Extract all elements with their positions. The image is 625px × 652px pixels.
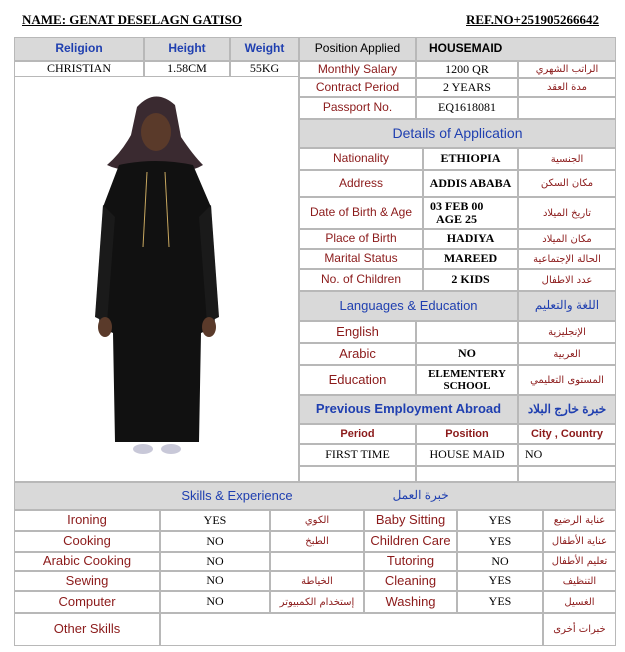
skill-tutoring-label: Tutoring bbox=[364, 552, 457, 571]
nationality-value: ETHIOPIA bbox=[423, 148, 518, 170]
employment-empty-cell bbox=[299, 466, 416, 482]
skill-children-care-value: YES bbox=[457, 531, 543, 552]
arabic-label: Arabic bbox=[299, 343, 416, 365]
position-applied-label: Position Applied bbox=[299, 37, 416, 61]
monthly-salary-label: Monthly Salary bbox=[299, 61, 416, 78]
employment-period-value: FIRST TIME bbox=[299, 444, 416, 466]
nationality-arabic: الجنسية bbox=[518, 148, 616, 170]
skill-arabic-cooking-value: NO bbox=[160, 552, 270, 571]
skills-section-header bbox=[14, 482, 616, 510]
address-value: ADDIS ABABA bbox=[423, 170, 518, 197]
skill-ironing-value: YES bbox=[160, 510, 270, 531]
monthly-salary-arabic: الراتب الشهري bbox=[518, 61, 616, 78]
position-applied-value: HOUSEMAID bbox=[416, 37, 616, 61]
weight-header: Weight bbox=[230, 37, 299, 61]
passport-arabic-empty bbox=[518, 97, 616, 119]
education-value-line2: SCHOOL bbox=[443, 380, 491, 392]
skill-arabic-cooking-label: Arabic Cooking bbox=[14, 552, 160, 571]
skill-arabic-cooking-arabic bbox=[270, 552, 364, 571]
skill-washing-label: Washing bbox=[364, 591, 457, 613]
age-value: AGE 25 bbox=[436, 212, 478, 226]
skills-section-title: Skills & Experience bbox=[181, 487, 293, 503]
person-photo-icon bbox=[15, 77, 300, 483]
passport-value: EQ1618081 bbox=[416, 97, 518, 119]
skill-children-care-arabic: عناية الأطفال bbox=[543, 531, 616, 552]
employment-section-title: Previous Employment Abroad bbox=[299, 395, 518, 424]
skill-tutoring-arabic: تعليم الأطفال bbox=[543, 552, 616, 571]
skill-children-care-label: Children Care bbox=[364, 531, 457, 552]
skill-sewing-arabic: الخياطة bbox=[270, 571, 364, 591]
dob-arabic: تاريخ الميلاد bbox=[518, 197, 616, 229]
place-of-birth-label: Place of Birth bbox=[299, 229, 423, 249]
monthly-salary-value: 1200 QR bbox=[416, 61, 518, 78]
skill-cleaning-value: YES bbox=[457, 571, 543, 591]
skills-section-title-arabic: خبرة العمل bbox=[392, 488, 449, 503]
employment-col-period: Period bbox=[299, 424, 416, 444]
place-of-birth-arabic: مكان الميلاد bbox=[518, 229, 616, 249]
contract-period-value: 2 YEARS bbox=[416, 78, 518, 97]
english-arabic: الإنجليزية bbox=[518, 321, 616, 343]
skill-ironing-arabic: الكوي bbox=[270, 510, 364, 531]
skill-cooking-value: NO bbox=[160, 531, 270, 552]
education-arabic: المستوى التعليمي bbox=[518, 365, 616, 395]
height-value: 1.58CM bbox=[144, 61, 230, 77]
place-of-birth-value: HADIYA bbox=[423, 229, 518, 249]
skill-baby-sitting-label: Baby Sitting bbox=[364, 510, 457, 531]
dob-value: 03 FEB 00 bbox=[430, 198, 484, 213]
employment-country-value: NO bbox=[518, 444, 616, 466]
skill-ironing-label: Ironing bbox=[14, 510, 160, 531]
other-skills-arabic: خبرات أخرى bbox=[543, 613, 616, 646]
employment-empty-cell bbox=[416, 466, 518, 482]
other-skills-value bbox=[160, 613, 543, 646]
skill-computer-value: NO bbox=[160, 591, 270, 613]
religion-value: CHRISTIAN bbox=[14, 61, 144, 77]
dob-value-cell bbox=[423, 197, 518, 229]
skill-sewing-value: NO bbox=[160, 571, 270, 591]
employment-section-title-arabic: خبرة خارج البلاد bbox=[518, 395, 616, 424]
applicant-photo bbox=[14, 76, 299, 482]
education-value-cell bbox=[416, 365, 518, 395]
reference-number: REF.NO+251905266642 bbox=[466, 12, 599, 27]
skill-cooking-arabic: الطبخ bbox=[270, 531, 364, 552]
height-header: Height bbox=[144, 37, 230, 61]
weight-value: 55KG bbox=[230, 61, 299, 77]
employment-col-position: Position bbox=[416, 424, 518, 444]
skill-washing-arabic: الغسيل bbox=[543, 591, 616, 613]
nationality-label: Nationality bbox=[299, 148, 423, 170]
arabic-arabic: العربية bbox=[518, 343, 616, 365]
languages-section-title-arabic: اللغة والتعليم bbox=[518, 291, 616, 321]
employment-col-country: City , Country bbox=[518, 424, 616, 444]
skill-baby-sitting-arabic: عناية الرضيع bbox=[543, 510, 616, 531]
dob-label: Date of Birth & Age bbox=[299, 197, 423, 229]
skill-sewing-label: Sewing bbox=[14, 571, 160, 591]
marital-status-arabic: الحالة الإجتماعية bbox=[518, 249, 616, 269]
skill-computer-arabic: إستخدام الكمبيوتر bbox=[270, 591, 364, 613]
marital-status-value: MAREED bbox=[423, 249, 518, 269]
contract-period-arabic: مدة العقد bbox=[518, 78, 616, 97]
education-value-line1: ELEMENTERY bbox=[428, 367, 506, 380]
skill-tutoring-value: NO bbox=[457, 552, 543, 571]
skill-cooking-label: Cooking bbox=[14, 531, 160, 552]
contract-period-label: Contract Period bbox=[299, 78, 416, 97]
address-arabic: مكان السكن bbox=[518, 170, 616, 197]
other-skills-label: Other Skills bbox=[14, 613, 160, 646]
children-value: 2 KIDS bbox=[423, 269, 518, 291]
details-section-title: Details of Application bbox=[299, 119, 616, 148]
languages-section-title: Languages & Education bbox=[299, 291, 518, 321]
employment-position-value: HOUSE MAID bbox=[416, 444, 518, 466]
address-label: Address bbox=[299, 170, 423, 197]
english-label: English bbox=[299, 321, 416, 343]
skill-computer-label: Computer bbox=[14, 591, 160, 613]
marital-status-label: Marital Status bbox=[299, 249, 423, 269]
skill-cleaning-label: Cleaning bbox=[364, 571, 457, 591]
religion-header: Religion bbox=[14, 37, 144, 61]
passport-label: Passport No. bbox=[299, 97, 416, 119]
employment-empty-cell bbox=[518, 466, 616, 482]
arabic-value: NO bbox=[416, 343, 518, 365]
skill-cleaning-arabic: التنظيف bbox=[543, 571, 616, 591]
english-value bbox=[416, 321, 518, 343]
applicant-name: NAME: GENAT DESELAGN GATISO bbox=[22, 12, 242, 27]
skill-baby-sitting-value: YES bbox=[457, 510, 543, 531]
children-label: No. of Children bbox=[299, 269, 423, 291]
skill-washing-value: YES bbox=[457, 591, 543, 613]
education-label: Education bbox=[299, 365, 416, 395]
children-arabic: عدد الاطفال bbox=[518, 269, 616, 291]
